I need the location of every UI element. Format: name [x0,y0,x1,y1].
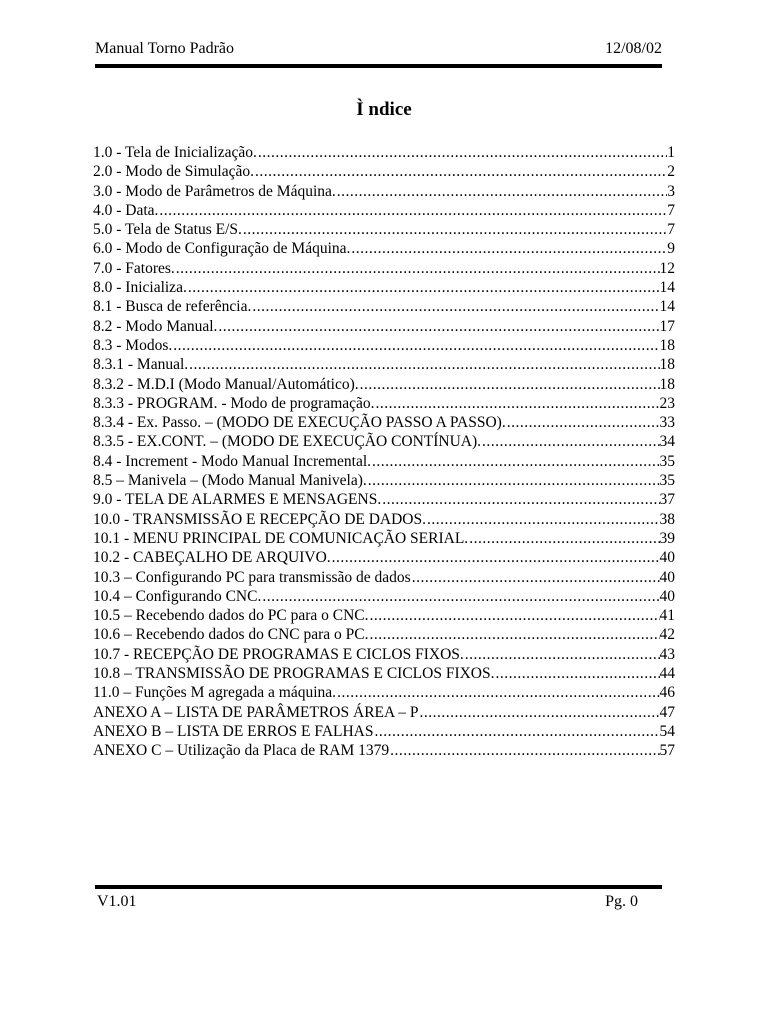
toc-entry-page: 40 [659,568,675,586]
toc-entry-page: 41 [659,607,675,625]
toc-entry-page: 35 [659,472,675,490]
toc-entry-title: 10.7 - RECEPÇÃO DE PROGRAMAS E CICLOS FIXOS. [93,645,464,663]
toc-entry-page: 34 [659,433,675,451]
toc-entry-page: 18 [659,356,675,374]
toc-entry[interactable] [93,394,675,413]
toc-leader-dots [376,394,660,413]
toc-entry-page: 39 [659,529,675,547]
page-number: Pg. 0 [605,893,638,910]
toc-entry[interactable] [93,471,675,490]
toc-entry-page: 2 [667,163,675,181]
toc-entry[interactable] [93,645,675,664]
toc-entry-page: 35 [659,452,675,470]
toc-entry[interactable] [93,162,675,181]
toc-entry-page: 33 [659,414,675,432]
toc-entry[interactable] [93,297,675,316]
toc-leader-dots [465,645,660,664]
toc-entry[interactable] [93,413,675,432]
toc-entry-page: 54 [659,722,675,740]
toc-entry-page: 1 [667,144,675,161]
page-footer [97,891,638,913]
toc-entry[interactable] [93,182,675,201]
toc-entry-title: 8.0 - Inicializa. [93,279,187,297]
toc-entry-title: 10.4 – Configurando CNC. [93,587,262,605]
toc-leader-dots [332,548,660,567]
toc-entry[interactable] [93,375,675,394]
toc-leader-dots [370,625,660,644]
toc-entry-page: 47 [659,703,675,721]
toc-leader-dots [427,510,659,529]
toc-leader-dots [412,568,660,587]
toc-leader-dots [507,413,660,432]
document-date: 12/08/02 [605,40,662,57]
toc-entry-title: ANEXO B – LISTA DE ERROS E FALHAS [93,722,374,740]
toc-entry-page: 42 [659,626,675,644]
toc-entry[interactable] [93,490,675,509]
toc-entry[interactable] [93,220,675,239]
toc-entry[interactable] [93,568,675,587]
document-version: V1.01 [97,893,137,910]
toc-leader-dots [337,683,659,702]
toc-entry-page: 12 [659,259,675,277]
toc-leader-dots [243,220,667,239]
toc-entry-title: 10.1 - MENU PRINCIPAL DE COMUNICAÇÃO SERIAL. [93,529,469,547]
toc-entry-page: 37 [659,491,675,509]
toc-entry-title: 8.5 – Manivela – (Modo Manual Manivela). [93,472,367,490]
table-of-contents [93,143,675,761]
toc-entry-title: 8.3.3 - PROGRAM. - Modo de programação. [93,394,375,412]
toc-entry-page: 17 [659,317,675,335]
toc-entry[interactable] [93,722,675,741]
toc-entry-page: 38 [659,510,675,528]
toc-leader-dots [337,182,667,201]
toc-leader-dots [360,375,660,394]
toc-entry-title: 5.0 - Tela de Status E/S. [93,221,242,239]
toc-entry-page: 23 [659,394,675,412]
toc-entry-page: 40 [659,549,675,567]
toc-entry-title: ANEXO C – Utilização da Placa de RAM 1379 [93,742,390,760]
toc-leader-dots [372,452,659,471]
toc-entry[interactable] [93,529,675,548]
toc-entry-title: 7.0 - Fatores. [93,259,175,277]
toc-entry[interactable] [93,741,675,760]
toc-entry[interactable] [93,510,675,529]
toc-leader-dots [370,606,660,625]
toc-leader-dots [255,162,667,181]
toc-leader-dots [176,259,660,278]
toc-entry-title: 3.0 - Modo de Parâmetros de Máquina. [93,182,336,200]
toc-leader-dots [375,722,660,741]
toc-entry[interactable] [93,317,675,336]
toc-entry-title: 8.3.2 - M.D.I (Modo Manual/Automático). [93,375,359,393]
toc-entry-page: 18 [659,336,675,354]
toc-leader-dots [382,490,659,509]
toc-entry[interactable] [93,664,675,683]
toc-entry-title: 8.3 - Modos. [93,336,173,354]
toc-entry-title: 10.2 - CABEÇALHO DE ARQUIVO. [93,549,331,567]
toc-entry-title: 10.3 – Configurando PC para transmissão de dados [93,568,411,586]
toc-entry-page: 57 [659,742,675,760]
page-title: Ì ndice [356,99,412,120]
toc-leader-dots [189,355,659,374]
toc-entry-page: 46 [659,684,675,702]
toc-entry[interactable] [93,278,675,297]
toc-entry-title: 8.2 - Modo Manual. [93,317,218,335]
toc-leader-dots [218,317,659,336]
toc-leader-dots [419,703,659,722]
toc-entry-page: 14 [659,279,675,297]
document-title: Manual Torno Padrão [95,40,234,57]
toc-entry-title: 10.0 - TRANSMISSÃO E RECEPÇÃO DE DADOS. [93,510,427,528]
toc-entry-title: 2.0 - Modo de Simulação. [93,163,255,181]
toc-entry-title: 8.3.1 - Manual. [93,356,189,374]
toc-leader-dots [482,432,659,451]
toc-entry[interactable] [93,683,675,702]
toc-entry-title: 4.0 - Data. [93,201,159,219]
toc-entry-page: 9 [667,240,675,258]
toc-entry[interactable] [93,336,675,355]
page-header [95,38,662,60]
toc-entry-title: 10.5 – Recebendo dados do PC para o CNC. [93,607,369,625]
toc-entry[interactable] [93,201,675,220]
toc-leader-dots [188,278,660,297]
toc-entry[interactable] [93,625,675,644]
toc-entry-page: 7 [667,221,675,239]
toc-leader-dots [252,297,659,316]
toc-entry-title: 8.3.4 - Ex. Passo. – (MODO DE EXECUÇÃO PASSO A PASSO). [93,414,506,432]
toc-entry-page: 14 [659,298,675,316]
toc-leader-dots [173,336,659,355]
toc-entry-title: 1.0 - Tela de Inicialização. [93,144,257,161]
toc-entry-title: 11.0 – Funções M agregada a máquina. [93,684,337,702]
toc-leader-dots [390,741,659,760]
toc-entry-title: 10.8 – TRANSMISSÃO DE PROGRAMAS E CICLOS FIXOS. [93,665,495,683]
toc-entry-page: 40 [659,587,675,605]
toc-leader-dots [351,239,667,258]
toc-leader-dots [159,201,667,220]
toc-entry-page: 3 [667,182,675,200]
toc-entry[interactable] [93,548,675,567]
footer-divider [95,885,662,889]
toc-entry-title: ANEXO A – LISTA DE PARÂMETROS ÁREA – P [93,703,419,721]
toc-entry-title: 6.0 - Modo de Configuração de Máquina. [93,240,351,258]
toc-entry[interactable] [93,606,675,625]
toc-entry[interactable] [93,432,675,451]
toc-entry-page: 43 [659,645,675,663]
toc-entry[interactable] [93,259,675,278]
toc-leader-dots [496,664,660,683]
toc-entry-page: 44 [659,665,675,683]
toc-entry[interactable] [93,703,675,722]
toc-entry-title: 8.1 - Busca de referência. [93,298,252,316]
toc-entry[interactable] [93,355,675,374]
toc-entry[interactable] [93,452,675,471]
header-divider [95,64,662,68]
toc-entry-title: 8.4 - Increment - Modo Manual Incremental. [93,452,372,470]
toc-entry-page: 18 [659,375,675,393]
toc-entry-page: 7 [667,201,675,219]
toc-entry-title: 8.3.5 - EX.CONT. – (MODO DE EXECUÇÃO CONTÍNUA). [93,433,482,451]
toc-entry-title: 9.0 - TELA DE ALARMES E MENSAGENS. [93,491,382,509]
toc-entry[interactable] [93,587,675,606]
toc-entry-title: 10.6 – Recebendo dados do CNC para o PC. [93,626,369,644]
toc-leader-dots [262,587,659,606]
toc-entry[interactable] [93,239,675,258]
toc-entry[interactable] [93,143,675,162]
toc-leader-dots [258,143,667,162]
toc-leader-dots [368,471,660,490]
toc-leader-dots [469,529,659,548]
